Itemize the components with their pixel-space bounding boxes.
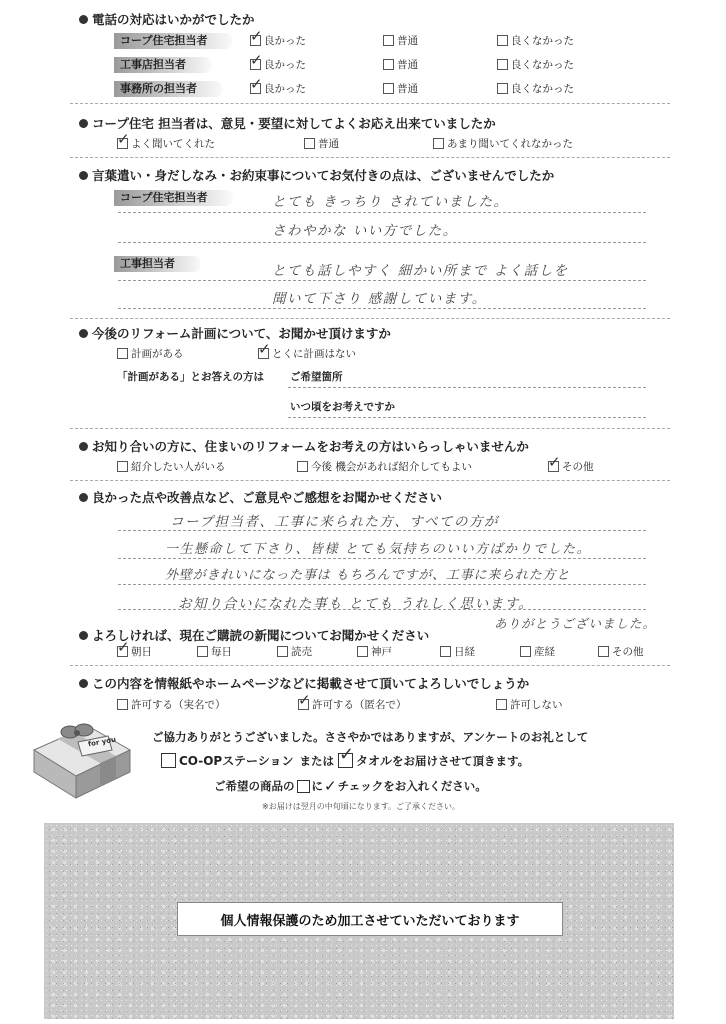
checkbox[interactable]: [258, 340, 271, 359]
q1-row1-opt3[interactable]: 良くなかった: [497, 33, 574, 48]
q1-row3-opt3[interactable]: 良くなかった: [497, 81, 574, 96]
gift-choice-row: [161, 744, 530, 769]
q1-row1-opt2[interactable]: 普通: [383, 33, 418, 48]
gift-opt-coop-station: CO-OPステーション: [179, 754, 294, 768]
q1-row2-opt3[interactable]: 良くなかった: [497, 57, 574, 72]
checkbox[interactable]: [304, 138, 315, 149]
checkbox[interactable]: [117, 699, 128, 710]
q8-title: この内容を情報紙やホームページなどに掲載させて頂いてよろしいでしょうか: [79, 674, 529, 692]
q1-row2-opt1[interactable]: ✓ 良かった: [250, 51, 306, 71]
q3-coop-comment-2: さわやかな いい方でした。: [272, 223, 458, 239]
check-mark-icon: ✓: [298, 691, 311, 709]
check-mark-icon: ✓: [339, 744, 355, 765]
gift-opt-towel: タオル: [356, 754, 393, 768]
checkbox[interactable]: [496, 699, 507, 710]
checkbox[interactable]: [383, 59, 394, 70]
answer-line: [118, 242, 646, 243]
answer-line: [118, 558, 646, 559]
checkbox[interactable]: [277, 646, 288, 657]
checkbox[interactable]: [250, 75, 263, 94]
q7-title: よろしければ、現在ご購読の新聞についてお聞かせください: [79, 626, 429, 644]
q6-comment-5: ありがとうございました。: [494, 616, 657, 631]
gift-illustration: [26, 712, 136, 802]
divider: [70, 318, 670, 319]
divider: [70, 103, 670, 104]
privacy-notice: 個人情報保護のため加工させていただいております: [177, 902, 563, 936]
check-mark-icon: ✓: [250, 75, 263, 93]
q4-field-timing: いつ頃をお考えですか: [290, 401, 395, 413]
q4-opt2[interactable]: ✓ とくに計画はない: [258, 340, 356, 360]
q3-coop-label: コープ住宅担当者: [114, 190, 233, 206]
checkbox-coop-station[interactable]: [161, 753, 176, 768]
q5-opt3[interactable]: ✓ その他: [548, 453, 594, 473]
gift-note: ※お届けは翌月の中旬頃になります。ご了承ください。: [262, 802, 461, 811]
checkbox[interactable]: [383, 83, 394, 94]
q5-opt2[interactable]: 今後 機会があれば紹介してもよい: [297, 459, 472, 474]
divider: [70, 480, 670, 481]
q8-opt2[interactable]: ✓ 許可する（匿名で）: [298, 691, 407, 711]
answer-line: [118, 609, 646, 610]
q5-title: お知り合いの方に、住まいのリフォームをお考えの方はいらっしゃいませんか: [79, 437, 529, 455]
divider: [70, 665, 670, 666]
q7-paper-sankei[interactable]: 産経: [520, 644, 555, 659]
checkbox[interactable]: [250, 27, 263, 46]
checkbox[interactable]: [250, 51, 263, 70]
q1-row1-label: コープ住宅担当者: [114, 33, 233, 49]
q1-row2-opt2[interactable]: 普通: [383, 57, 418, 72]
q3-title: 言葉遣い・身だしなみ・お約束事についてお気付きの点は、ございませんでしたか: [79, 166, 554, 184]
gift-box-icon: [26, 712, 136, 802]
check-mark-icon: ✓: [548, 453, 561, 471]
answer-line: [288, 387, 646, 388]
q4-title: 今後のリフォーム計画について、お聞かせ頂けますか: [79, 324, 391, 342]
sample-checkbox: [297, 780, 310, 793]
q4-field-location: ご希望箇所: [290, 371, 343, 383]
q5-opt1[interactable]: 紹介したい人がいる: [117, 459, 226, 474]
gift-send: をお届けさせて頂きます。: [392, 753, 530, 768]
q2-opt3[interactable]: あまり聞いてくれなかった: [433, 136, 573, 151]
checkbox[interactable]: [433, 138, 444, 149]
q1-row3-label: 事務所の担当者: [114, 81, 223, 97]
q2-title: コープ住宅 担当者は、意見・要望に対してよくお応え出来ていましたか: [79, 114, 496, 132]
checkbox[interactable]: [497, 59, 508, 70]
check-mark-icon: ✓: [258, 340, 271, 358]
q6-comment-2: 一生懸命して下さり、皆様 とても気持ちのいい方ばかりでした。: [165, 542, 592, 557]
q6-comment-1: コープ担当者、工事に来られた方、すべての方が: [170, 514, 500, 530]
q6-comment-3: 外壁がきれいになった事は もちろんですが、工事に来られた方と: [165, 568, 571, 583]
q1-row3-opt2[interactable]: 普通: [383, 81, 418, 96]
check-mark-icon: ✓: [324, 777, 337, 795]
q4-followup: 「計画がある」とお答えの方は: [117, 371, 264, 383]
q7-paper-yomiuri[interactable]: 読売: [277, 644, 312, 659]
checkbox[interactable]: [357, 646, 368, 657]
gift-instruction: ご希望の商品の に ✓ チェックをお入れください。: [214, 777, 487, 795]
checkbox[interactable]: [497, 83, 508, 94]
answer-line: [118, 530, 646, 531]
checkbox[interactable]: [117, 130, 130, 149]
q7-paper-mainichi[interactable]: 毎日: [197, 644, 232, 659]
q1-row2-label: 工事店担当者: [114, 57, 212, 73]
q7-paper-kobe[interactable]: 神戸: [357, 644, 392, 659]
q8-opt3[interactable]: 許可しない: [496, 697, 563, 712]
q3-work-comment-1: とても話しやすく 細かい所まで よく話しを: [272, 263, 569, 279]
checkbox[interactable]: [497, 35, 508, 46]
check-mark-icon: ✓: [250, 27, 263, 45]
q6-title: 良かった点や改善点など、ご意見やご感想をお聞かせください: [79, 488, 442, 506]
checkbox[interactable]: [598, 646, 609, 657]
answer-line: [118, 308, 646, 309]
q7-paper-nikkei[interactable]: 日経: [440, 644, 475, 659]
q7-paper-other[interactable]: その他: [598, 644, 644, 659]
q6-comment-4: お知り合いになれた事も とても うれしく思います。: [178, 596, 534, 612]
checkbox[interactable]: [297, 461, 308, 472]
checkbox[interactable]: [440, 646, 451, 657]
checkbox[interactable]: [117, 348, 128, 359]
gift-thanks: ご協力ありがとうございました。ささやかではありますが、アンケートのお礼として: [152, 730, 589, 744]
checkbox[interactable]: [548, 453, 561, 472]
checkbox[interactable]: [197, 646, 208, 657]
checkbox-towel[interactable]: [338, 744, 355, 768]
answer-line: [288, 417, 646, 418]
check-mark-icon: ✓: [250, 51, 263, 69]
check-mark-icon: ✓: [117, 638, 130, 656]
checkbox[interactable]: [520, 646, 531, 657]
q7-paper-asahi[interactable]: ✓ 朝日: [117, 638, 152, 658]
q1-title: 電話の対応はいかがでしたか: [79, 10, 255, 28]
checkbox[interactable]: [383, 35, 394, 46]
checkbox[interactable]: [117, 638, 130, 657]
q4-opt1[interactable]: 計画がある: [117, 346, 184, 361]
q1-row3-opt1[interactable]: ✓ 良かった: [250, 75, 306, 95]
q2-opt2[interactable]: 普通: [304, 136, 339, 151]
q3-work-label: 工事担当者: [114, 256, 201, 272]
checkbox[interactable]: [117, 461, 128, 472]
checkbox[interactable]: [298, 691, 311, 710]
check-mark-icon: ✓: [117, 130, 130, 148]
q3-work-comment-2: 聞いて下さり 感謝しています。: [272, 291, 487, 307]
gift-or: または: [299, 753, 334, 768]
divider: [70, 428, 670, 429]
answer-line: [118, 280, 646, 281]
q3-coop-comment-1: とても きっちり されていました。: [272, 194, 509, 210]
answer-line: [118, 584, 646, 585]
q1-row1-opt1[interactable]: ✓ 良かった: [250, 27, 306, 47]
answer-line: [118, 212, 646, 213]
divider: [70, 157, 670, 158]
q2-opt1[interactable]: ✓ よく聞いてくれた: [117, 130, 215, 150]
q8-opt1[interactable]: 許可する（実名で）: [117, 697, 226, 712]
gift-tag-text: for you: [87, 735, 117, 749]
